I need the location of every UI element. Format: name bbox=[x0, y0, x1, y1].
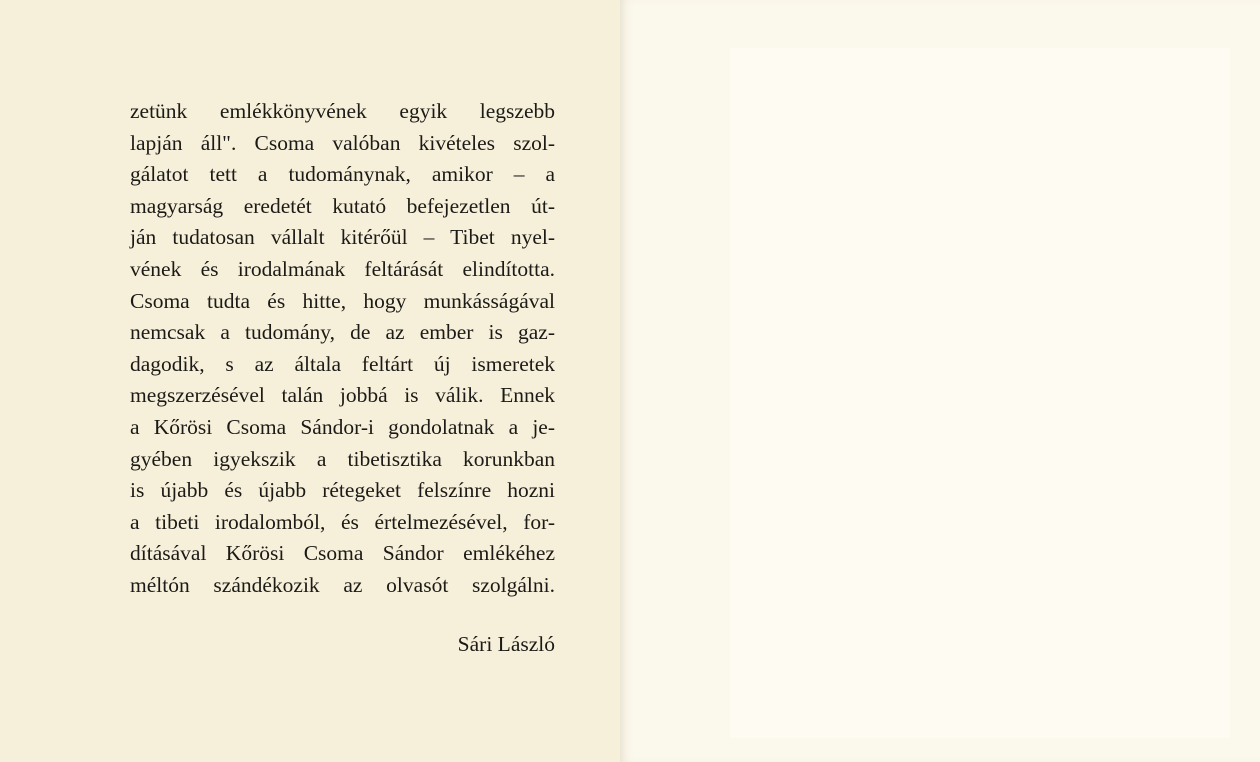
paragraph-line: a tibeti irodalomból, és értelmezésével, for- bbox=[130, 509, 555, 534]
paragraph-line: dagodik, s az általa feltárt új ismeretek bbox=[130, 351, 555, 376]
paragraph-line: vének és irodalmának feltárását elindította. bbox=[130, 256, 555, 281]
paragraph-line: méltón szándékozik az olvasót szolgálni. bbox=[130, 572, 555, 597]
paragraph-line: zetünk emlékkönyvének egyik legszebb bbox=[130, 99, 555, 123]
paragraph-line: magyarság eredetét kutató befejezetlen út- bbox=[130, 193, 555, 218]
paragraph-line: megszerzésével talán jobbá is válik. Ennek bbox=[130, 383, 555, 408]
paragraph-line: lapján áll". Csoma valóban kivételes szol- bbox=[130, 130, 555, 155]
paragraph-line: is újabb és újabb rétegeket felszínre hozni bbox=[130, 478, 555, 503]
paragraph-line: gyében igyekszik a tibetisztika korunkban bbox=[130, 446, 555, 471]
paragraph-line: gálatot tett a tudománynak, amikor – a bbox=[130, 162, 555, 187]
paragraph-line: Csoma tudta és hitte, hogy munkásságával bbox=[130, 288, 555, 313]
paragraph-line: ján tudatosan vállalt kitérőül – Tibet nyel- bbox=[130, 225, 555, 250]
author-signature: Sári László bbox=[457, 632, 555, 656]
paragraph-line: a Kőrösi Csoma Sándor-i gondolatnak a je- bbox=[130, 414, 555, 439]
right-page bbox=[620, 0, 1260, 762]
paragraph-line: dításával Kőrösi Csoma Sándor emlékéhez bbox=[130, 541, 555, 566]
paragraph-line: nemcsak a tudomány, de az ember is gaz- bbox=[130, 320, 555, 345]
body-paragraph bbox=[130, 96, 555, 602]
blank-sheet bbox=[730, 48, 1230, 738]
